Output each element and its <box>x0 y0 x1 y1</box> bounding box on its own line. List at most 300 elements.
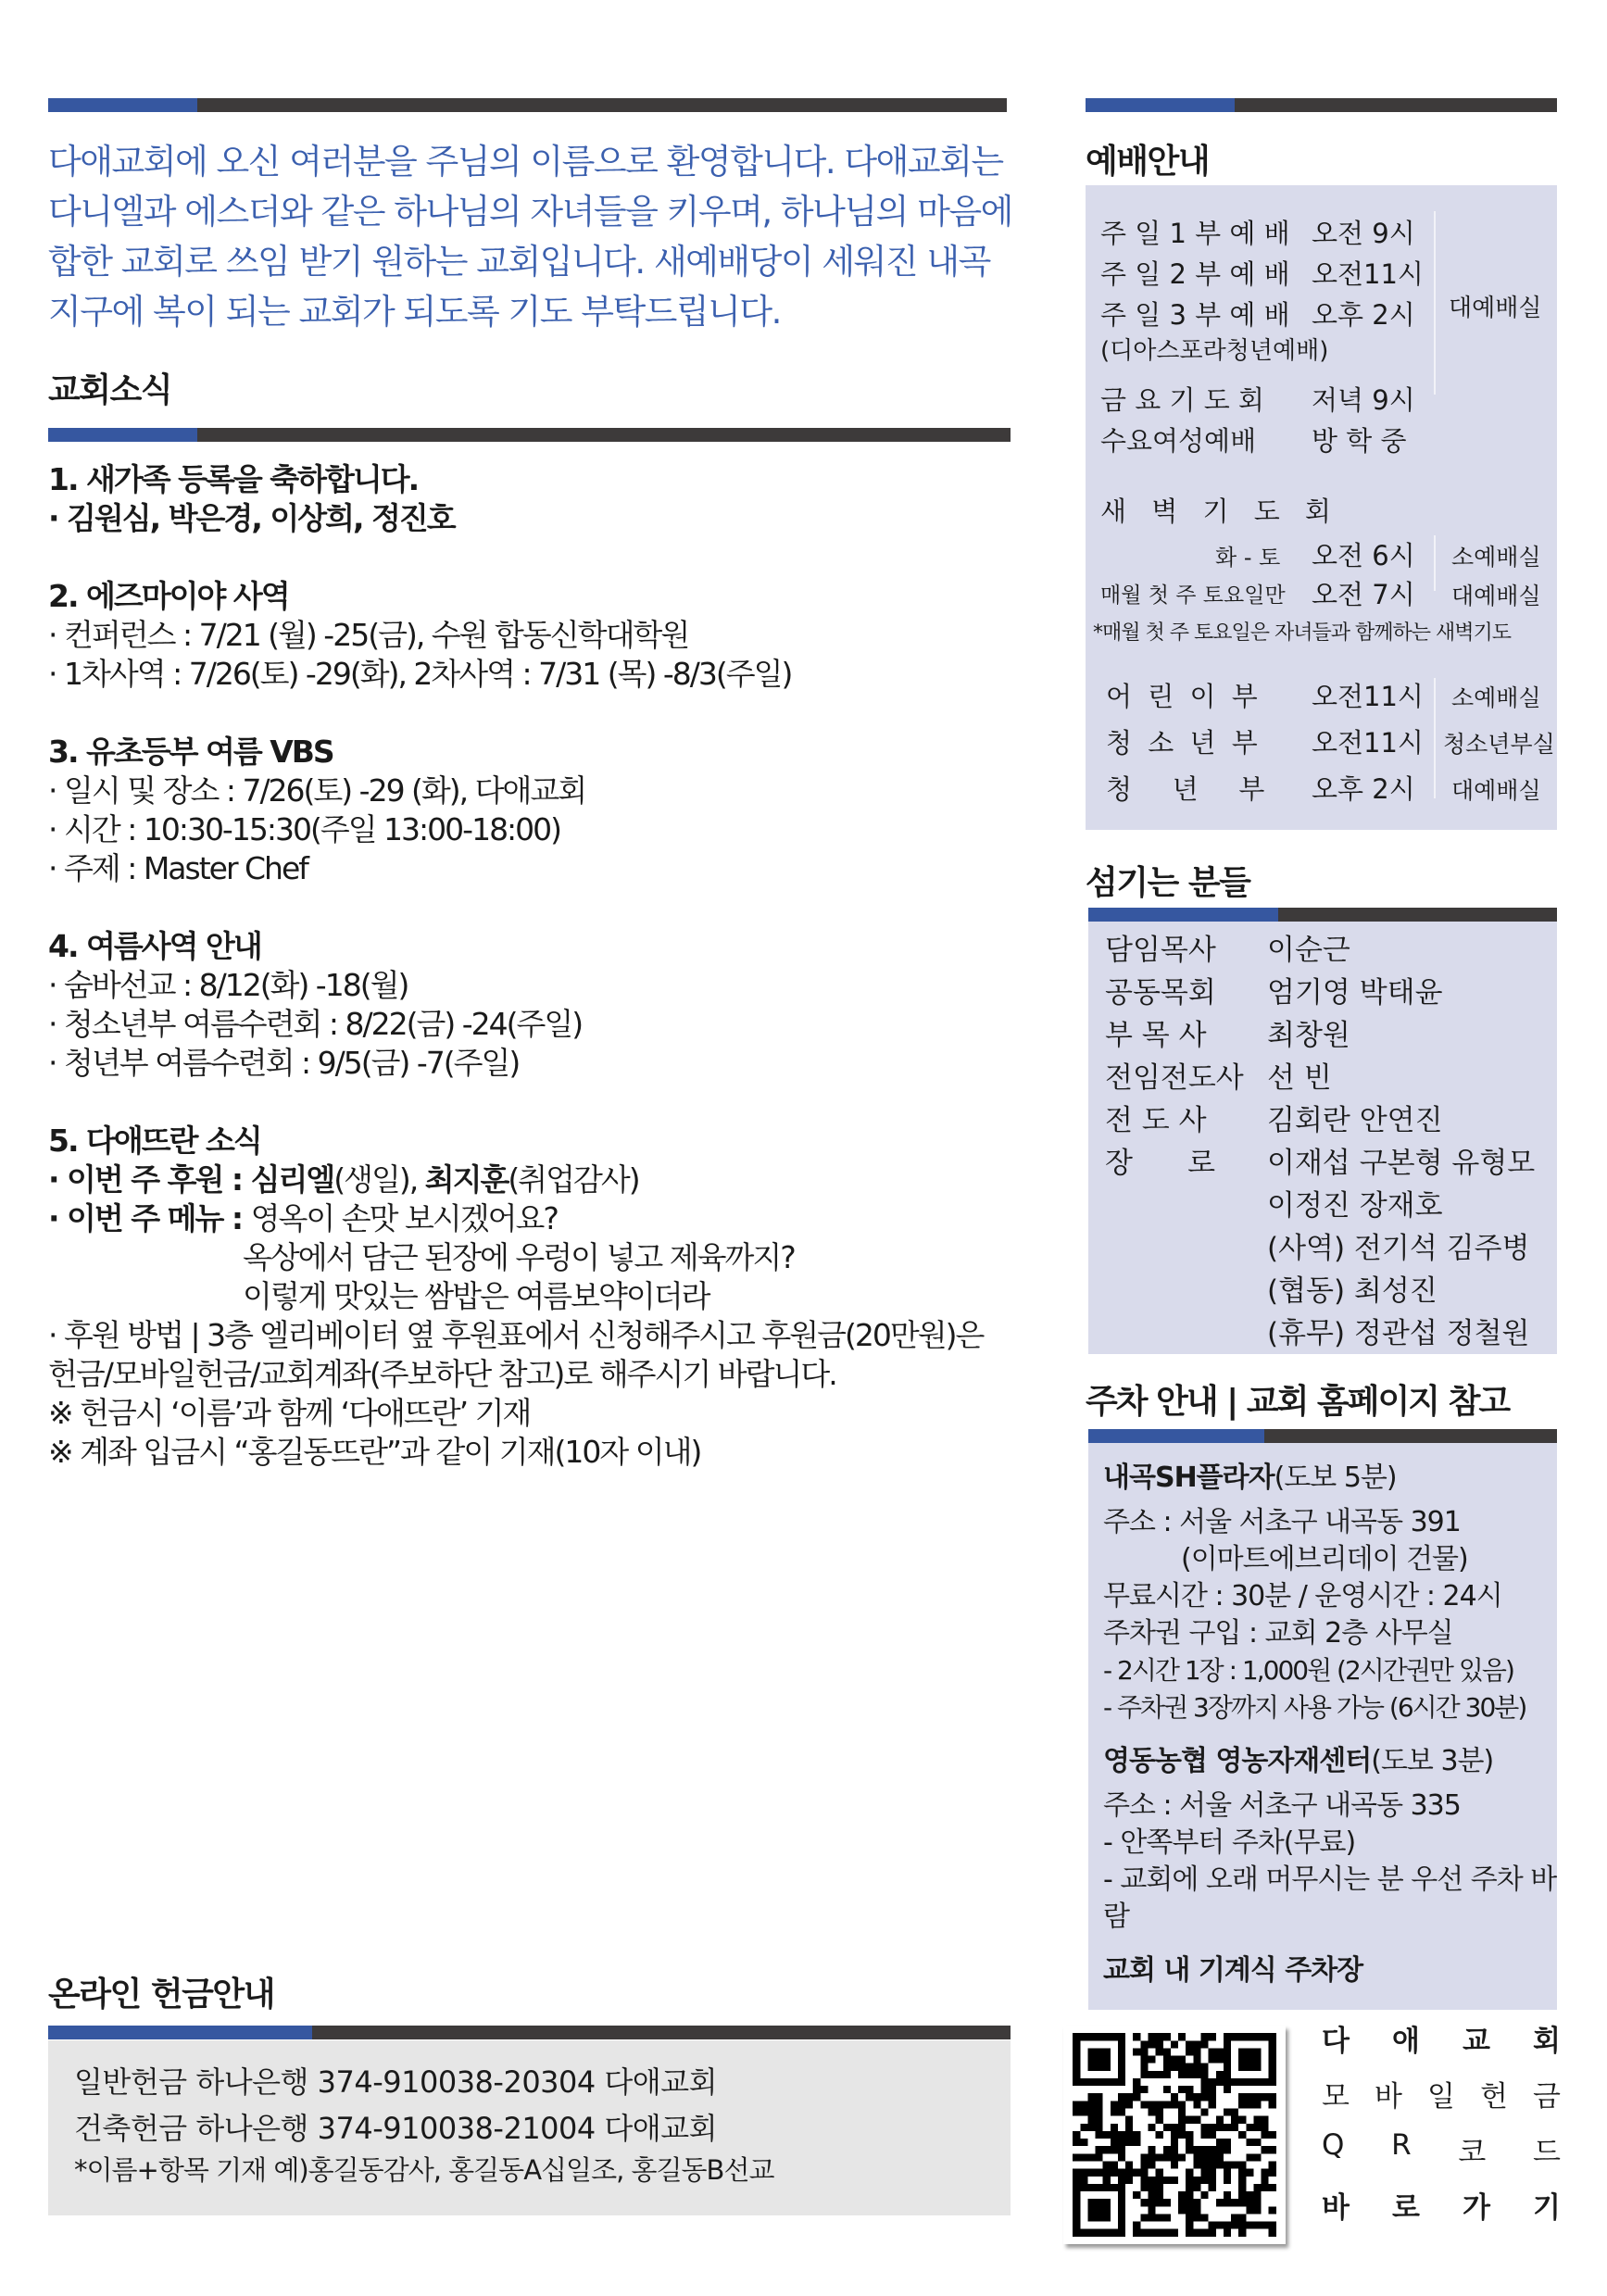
welcome-message: 다애교회에 오신 여러분을 주님의 이름으로 환영합니다. 다애교회는 다니엘과 에스더와 같은 하나님의 자녀들을 키우며, 하나님의 마음에 합한 교회로 쓰임 받기 원하는 교회입니다. 새예배당이 세워진 내곡지구에 복이 되는 교회가 되도록 기도 부탁드립니다. <box>48 142 1012 332</box>
qr-caption-row <box>1322 2128 1561 2184</box>
sponsor-line <box>48 1161 1016 1199</box>
qr-module <box>1193 2184 1200 2191</box>
qr-module <box>1200 2124 1208 2131</box>
qr-module <box>1209 2033 1216 2040</box>
qr-module <box>1140 2177 1148 2184</box>
qr-module <box>1253 2206 1261 2214</box>
tteuran-note1: ※ 헌금시 ‘이름’과 함께 ‘다애뜨란’ 기재 <box>48 1395 531 1431</box>
qr-caption-char: 금 <box>1533 2080 1561 2114</box>
qr-module <box>1171 2056 1178 2064</box>
qr-module <box>1163 2177 1171 2184</box>
dept-place: 대예배실 <box>1451 777 1541 804</box>
qr-module <box>1216 2116 1224 2124</box>
news-line: · 시간 : 10:30-15:30(주일 13:00-18:00) <box>48 811 561 847</box>
qr-module <box>1216 2056 1224 2064</box>
news-section-title: 2. 에즈마이야 사역 <box>48 578 289 614</box>
qr-module <box>1246 2139 1253 2146</box>
qr-module <box>1193 2199 1200 2206</box>
qr-module <box>1080 2153 1087 2161</box>
news-section <box>48 577 1016 694</box>
dept-place: 소예배실 <box>1451 684 1541 711</box>
qr-module <box>1163 2048 1171 2055</box>
qr-module <box>1209 2169 1216 2177</box>
qr-module <box>1125 2169 1133 2177</box>
qr-module <box>1133 2229 1140 2237</box>
dawn-day: 매월 첫 주 토요일만 <box>1100 583 1286 608</box>
service-name: 주 일 1 부 예 배 <box>1100 218 1290 249</box>
qr-module <box>1262 2184 1269 2191</box>
qr-module <box>1216 2139 1224 2146</box>
staff-names: (휴무) 정관섭 정철원 <box>1267 1317 1530 1350</box>
staff-role <box>1105 1227 1267 1270</box>
qr-module <box>1178 2116 1186 2124</box>
right-top-divider-bar <box>1086 98 1557 112</box>
qr-module <box>1156 2199 1163 2206</box>
qr-module <box>1186 2184 1193 2191</box>
dept-time: 오전11시 <box>1312 727 1424 759</box>
qr-module <box>1246 2153 1253 2161</box>
qr-module <box>1224 2169 1231 2177</box>
qr-module <box>1149 2161 1156 2168</box>
news-line: · 청년부 여름수련회 : 9/5(금) -7(주일) <box>48 1045 520 1081</box>
qr-finder-pattern <box>1238 2048 1261 2070</box>
qr-module <box>1111 2169 1118 2177</box>
qr-module <box>1200 2033 1208 2040</box>
qr-module <box>1133 2093 1140 2101</box>
qr-module <box>1200 2169 1208 2177</box>
qr-module <box>1133 2131 1140 2139</box>
service-name: 금 요 기 도 회 <box>1100 384 1264 416</box>
qr-module <box>1125 2124 1133 2131</box>
dept-name: 청 년 부 <box>1106 773 1269 805</box>
qr-module <box>1149 2206 1156 2214</box>
qr-module <box>1133 2139 1140 2146</box>
qr-module <box>1096 2101 1103 2108</box>
offering-note: *이름+항목 기재 예)홍길동감사, 홍길동A십일조, 홍길동B선교 <box>74 2154 774 2186</box>
qr-module <box>1149 2177 1156 2184</box>
qr-module <box>1253 2116 1261 2124</box>
news-section-title: 1. 새가족 등록을 축하합니다. <box>48 461 419 497</box>
qr-caption-char: 바 <box>1322 2191 1350 2225</box>
qr-module <box>1163 2214 1171 2221</box>
qr-module <box>1156 2109 1163 2116</box>
qr-module <box>1156 2131 1163 2139</box>
staff-row <box>1105 972 1557 1014</box>
qr-module <box>1209 2124 1216 2131</box>
qr-module <box>1209 2093 1216 2101</box>
qr-module <box>1156 2040 1163 2048</box>
qr-module <box>1224 2109 1231 2116</box>
qr-module <box>1224 2229 1231 2237</box>
news-line: · 김원심, 박은경, 이상희, 정진호 <box>48 500 455 536</box>
qr-module <box>1080 2177 1087 2184</box>
qr-module <box>1103 2177 1111 2184</box>
qr-module <box>1224 2124 1231 2131</box>
staff-role <box>1105 1312 1267 1355</box>
qr-module <box>1253 2139 1261 2146</box>
service-time: 오전 9시 <box>1312 218 1415 249</box>
qr-module <box>1238 2199 1246 2206</box>
parking-divider-bar <box>1088 1429 1557 1443</box>
qr-module <box>1216 2199 1224 2206</box>
qr-module <box>1238 2161 1246 2168</box>
qr-module <box>1209 2161 1216 2168</box>
news-line: · 1차사역 : 7/26(토) -29(화), 2차사역 : 7/31 (목) -8/3(주일) <box>48 656 792 692</box>
dept-name: 청 소 년 부 <box>1106 727 1262 759</box>
qr-module <box>1246 2191 1253 2199</box>
qr-module <box>1163 2056 1171 2064</box>
qr-module <box>1186 2191 1193 2199</box>
mobile-offering-qr-code[interactable] <box>1063 2026 1286 2244</box>
menu-text: 이렇게 맛있는 쌈밥은 여름보약이더라 <box>243 1278 709 1314</box>
qr-module <box>1073 2109 1080 2116</box>
qr-module <box>1140 2199 1148 2206</box>
column-divider <box>1434 535 1436 591</box>
qr-module <box>1262 2177 1269 2184</box>
lot2-address: 주소 : 서울 서초구 내곡동 335 <box>1103 1789 1461 1822</box>
qr-module <box>1163 2229 1171 2237</box>
qr-module <box>1080 2139 1087 2146</box>
qr-module <box>1156 2101 1163 2108</box>
qr-module <box>1118 2146 1125 2153</box>
qr-module <box>1073 2101 1080 2108</box>
qr-module <box>1193 2177 1200 2184</box>
staff-names: 이정진 장재호 <box>1267 1189 1443 1223</box>
staff-row <box>1105 1057 1557 1099</box>
qr-module <box>1073 2139 1080 2146</box>
lot2-note2: - 교회에 오래 머무시는 분 우선 주차 바람 <box>1103 1863 1557 1933</box>
qr-module <box>1186 2064 1193 2071</box>
qr-module <box>1200 2086 1208 2093</box>
service-time: 저녁 9시 <box>1312 384 1415 416</box>
qr-module <box>1262 2131 1269 2139</box>
menu-line <box>48 1199 1016 1238</box>
qr-module <box>1149 2033 1156 2040</box>
qr-module <box>1216 2071 1224 2078</box>
qr-module <box>1171 2101 1178 2108</box>
qr-module <box>1200 2214 1208 2221</box>
qr-module <box>1171 2139 1178 2146</box>
qr-module <box>1178 2071 1186 2078</box>
qr-module <box>1193 2093 1200 2101</box>
qr-module <box>1125 2116 1133 2124</box>
qr-module <box>1178 2124 1186 2131</box>
qr-module <box>1186 2086 1193 2093</box>
qr-module <box>1156 2048 1163 2055</box>
qr-module <box>1149 2101 1156 2108</box>
offering-building: 건축헌금 하나은행 374-910038-21004 다애교회 <box>74 2111 718 2146</box>
qr-module <box>1186 2169 1193 2177</box>
qr-module <box>1262 2222 1269 2229</box>
offering-box <box>48 2040 1011 2215</box>
qr-module <box>1209 2056 1216 2064</box>
qr-module <box>1216 2153 1224 2161</box>
qr-module <box>1171 2131 1178 2139</box>
qr-module <box>1269 2146 1276 2153</box>
qr-module <box>1253 2199 1261 2206</box>
news-section-title: 3. 유초등부 여름 VBS <box>48 734 333 770</box>
qr-module <box>1140 2214 1148 2221</box>
qr-module <box>1246 2093 1253 2101</box>
qr-module <box>1200 2064 1208 2071</box>
qr-module <box>1224 2177 1231 2184</box>
qr-module <box>1209 2078 1216 2086</box>
qr-module <box>1216 2078 1224 2086</box>
qr-module <box>1125 2101 1133 2108</box>
qr-module <box>1200 2109 1208 2116</box>
qr-module <box>1171 2153 1178 2161</box>
qr-module <box>1133 2086 1140 2093</box>
qr-module <box>1209 2222 1216 2229</box>
qr-module <box>1178 2153 1186 2161</box>
qr-module <box>1080 2169 1087 2177</box>
qr-module <box>1087 2109 1095 2116</box>
news-title: 교회소식 <box>48 371 172 409</box>
qr-module <box>1178 2033 1186 2040</box>
qr-module <box>1246 2222 1253 2229</box>
qr-caption-char: 다 <box>1322 2025 1350 2058</box>
qr-module <box>1156 2184 1163 2191</box>
qr-module <box>1087 2124 1095 2131</box>
qr-caption-char: R <box>1391 2128 1412 2162</box>
lot2-name: 영동농협 영농자재센터 <box>1103 1745 1372 1777</box>
qr-module <box>1269 2169 1276 2177</box>
qr-caption <box>1322 2017 1561 2240</box>
qr-caption-char: 코 <box>1458 2136 1487 2169</box>
qr-module <box>1118 2109 1125 2116</box>
qr-module <box>1111 2124 1118 2131</box>
qr-module <box>1133 2078 1140 2086</box>
qr-module <box>1200 2153 1208 2161</box>
qr-module <box>1149 2229 1156 2237</box>
qr-module <box>1163 2153 1171 2161</box>
qr-module <box>1178 2086 1186 2093</box>
qr-module <box>1073 2169 1080 2177</box>
staff-names: (사역) 전기석 김주병 <box>1267 1232 1530 1265</box>
service-name: 주 일 3 부 예 배 <box>1100 299 1290 331</box>
qr-caption-row <box>1322 2017 1561 2073</box>
qr-module <box>1156 2177 1163 2184</box>
news-section-title: 4. 여름사역 안내 <box>48 928 261 964</box>
qr-module <box>1125 2131 1133 2139</box>
left-column <box>48 137 1016 1472</box>
qr-module <box>1149 2199 1156 2206</box>
qr-module <box>1253 2093 1261 2101</box>
qr-module <box>1200 2146 1208 2153</box>
qr-module <box>1140 2086 1148 2093</box>
qr-module <box>1096 2169 1103 2177</box>
qr-module <box>1209 2086 1216 2093</box>
worship-box <box>1086 185 1557 830</box>
qr-module <box>1178 2206 1186 2214</box>
qr-module <box>1178 2131 1186 2139</box>
lot1-name: 내곡SH플라자 <box>1103 1462 1274 1494</box>
qr-module <box>1140 2064 1148 2071</box>
menu-text: 옥상에서 담근 된장에 우렁이 넣고 제육까지? <box>243 1239 795 1275</box>
qr-module <box>1253 2124 1261 2131</box>
qr-module <box>1163 2086 1171 2093</box>
qr-module <box>1186 2146 1193 2153</box>
qr-module <box>1073 2153 1080 2161</box>
qr-module <box>1186 2093 1193 2101</box>
staff-row <box>1105 1142 1557 1185</box>
qr-module <box>1149 2146 1156 2153</box>
qr-module <box>1171 2064 1178 2071</box>
qr-module <box>1246 2101 1253 2108</box>
qr-module <box>1269 2131 1276 2139</box>
news-line: · 주제 : Master Chef <box>48 850 308 886</box>
dawn-place: 대예배실 <box>1451 583 1541 609</box>
qr-module <box>1087 2153 1095 2161</box>
service-name: 수요여성예배 <box>1100 425 1257 457</box>
sponsor-sponsor-1: 심리엘 <box>250 1161 334 1198</box>
qr-module <box>1186 2040 1193 2048</box>
qr-module <box>1200 2191 1208 2199</box>
qr-module <box>1140 2056 1148 2064</box>
qr-module <box>1096 2153 1103 2161</box>
service-time: 오후 2시 <box>1312 299 1415 331</box>
staff-names: 선 빈 <box>1267 1061 1332 1095</box>
qr-module <box>1087 2093 1095 2101</box>
staff-row <box>1105 1014 1557 1057</box>
qr-module <box>1149 2153 1156 2161</box>
qr-module <box>1103 2131 1111 2139</box>
qr-module <box>1193 2048 1200 2055</box>
qr-module <box>1209 2101 1216 2108</box>
qr-module <box>1178 2101 1186 2108</box>
qr-module <box>1238 2101 1246 2108</box>
qr-module <box>1163 2071 1171 2078</box>
qr-module <box>1231 2161 1238 2168</box>
news-line: · 일시 및 장소 : 7/26(토) -29 (화), 다애교회 <box>48 772 586 809</box>
qr-module <box>1149 2184 1156 2191</box>
qr-module <box>1140 2184 1148 2191</box>
qr-module <box>1096 2124 1103 2131</box>
qr-caption-char: 모 <box>1322 2080 1350 2114</box>
qr-module <box>1193 2206 1200 2214</box>
qr-module <box>1156 2214 1163 2221</box>
qr-module <box>1163 2033 1171 2040</box>
qr-module <box>1209 2184 1216 2191</box>
parking-title: 주차 안내 | 교회 홈페이지 참고 <box>1086 1383 1510 1421</box>
qr-module <box>1125 2177 1133 2184</box>
qr-module <box>1216 2161 1224 2168</box>
qr-caption-char: 헌 <box>1480 2080 1508 2114</box>
qr-module <box>1103 2146 1111 2153</box>
news-section-dae-tteuran <box>48 1122 1016 1472</box>
service-time: 방 학 중 <box>1312 425 1407 457</box>
qr-caption-row <box>1322 2073 1561 2128</box>
qr-caption-char: 드 <box>1533 2136 1561 2169</box>
offering-title: 온라인 헌금안내 <box>48 1976 274 2014</box>
qr-module <box>1238 2229 1246 2237</box>
qr-module <box>1224 2199 1231 2206</box>
service-time: 오전11시 <box>1312 258 1424 290</box>
news-divider-bar <box>48 428 1011 442</box>
qr-module <box>1149 2056 1156 2064</box>
qr-caption-char: 교 <box>1463 2025 1490 2058</box>
qr-module <box>1224 2146 1231 2153</box>
qr-module <box>1171 2093 1178 2101</box>
lot1-limit: - 주차권 3장까지 사용 가능 (6시간 30분) <box>1103 1692 1526 1723</box>
qr-module <box>1096 2146 1103 2153</box>
staff-row <box>1105 1312 1557 1355</box>
offering-general: 일반헌금 하나은행 374-910038-20304 다애교회 <box>74 2064 718 2100</box>
qr-module <box>1224 2191 1231 2199</box>
qr-module <box>1224 2139 1231 2146</box>
qr-module <box>1140 2048 1148 2055</box>
qr-module <box>1140 2071 1148 2078</box>
qr-module <box>1186 2229 1193 2237</box>
qr-module <box>1269 2222 1276 2229</box>
qr-module <box>1231 2222 1238 2229</box>
qr-module <box>1149 2071 1156 2078</box>
qr-caption-char: 일 <box>1427 2080 1455 2114</box>
qr-module <box>1125 2161 1133 2168</box>
qr-module <box>1231 2124 1238 2131</box>
qr-module <box>1238 2116 1246 2124</box>
top-divider-bar <box>48 98 1007 112</box>
qr-finder-pattern <box>1087 2199 1110 2221</box>
news-section <box>48 733 1016 888</box>
qr-module <box>1193 2064 1200 2071</box>
service-place: 대예배실 <box>1449 295 1542 322</box>
qr-module <box>1269 2161 1276 2168</box>
lot1-price: - 2시간 1장 : 1,000원 (2시간권만 있음) <box>1103 1655 1513 1686</box>
staff-role: 담임목사 <box>1105 934 1216 967</box>
qr-module <box>1140 2161 1148 2168</box>
qr-module <box>1238 2191 1246 2199</box>
news-line: · 숨바선교 : 8/12(화) -18(월) <box>48 967 408 1003</box>
qr-module <box>1186 2048 1193 2055</box>
offering-divider-bar <box>48 2026 1011 2039</box>
qr-module <box>1186 2177 1193 2184</box>
qr-module <box>1149 2109 1156 2116</box>
qr-module <box>1156 2229 1163 2237</box>
qr-module <box>1253 2101 1261 2108</box>
staff-row <box>1105 1099 1557 1142</box>
staff-title: 섬기는 분들 <box>1086 864 1250 902</box>
qr-module <box>1246 2206 1253 2214</box>
qr-caption-char: 바 <box>1375 2080 1402 2114</box>
qr-module <box>1178 2064 1186 2071</box>
news-line: · 컨퍼런스 : 7/21 (월) -25(금), 수원 합동신학대학원 <box>48 617 689 653</box>
qr-module <box>1087 2169 1095 2177</box>
qr-module <box>1186 2131 1193 2139</box>
qr-module <box>1193 2040 1200 2048</box>
qr-module <box>1178 2191 1186 2199</box>
qr-module <box>1163 2064 1171 2071</box>
tteuran-note2: ※ 계좌 입금시 “홍길동뜨란”과 같이 기재(10자 이내) <box>48 1434 701 1470</box>
qr-module <box>1096 2131 1103 2139</box>
diaspora-note: (디아스포라청년예배) <box>1100 337 1329 365</box>
qr-caption-char: 회 <box>1533 2025 1561 2058</box>
qr-module <box>1269 2093 1276 2101</box>
qr-module <box>1246 2199 1253 2206</box>
qr-module <box>1163 2146 1171 2153</box>
qr-module <box>1231 2116 1238 2124</box>
lot1-hours: 무료시간 : 30분 / 운영시간 : 24시 <box>1103 1580 1502 1612</box>
qr-module <box>1186 2222 1193 2229</box>
qr-module <box>1253 2153 1261 2161</box>
qr-module <box>1111 2161 1118 2168</box>
qr-module <box>1200 2040 1208 2048</box>
qr-module <box>1163 2199 1171 2206</box>
qr-module <box>1103 2169 1111 2177</box>
lot2-walk: (도보 3분) <box>1371 1745 1494 1777</box>
qr-module <box>1238 2131 1246 2139</box>
qr-module <box>1149 2124 1156 2131</box>
